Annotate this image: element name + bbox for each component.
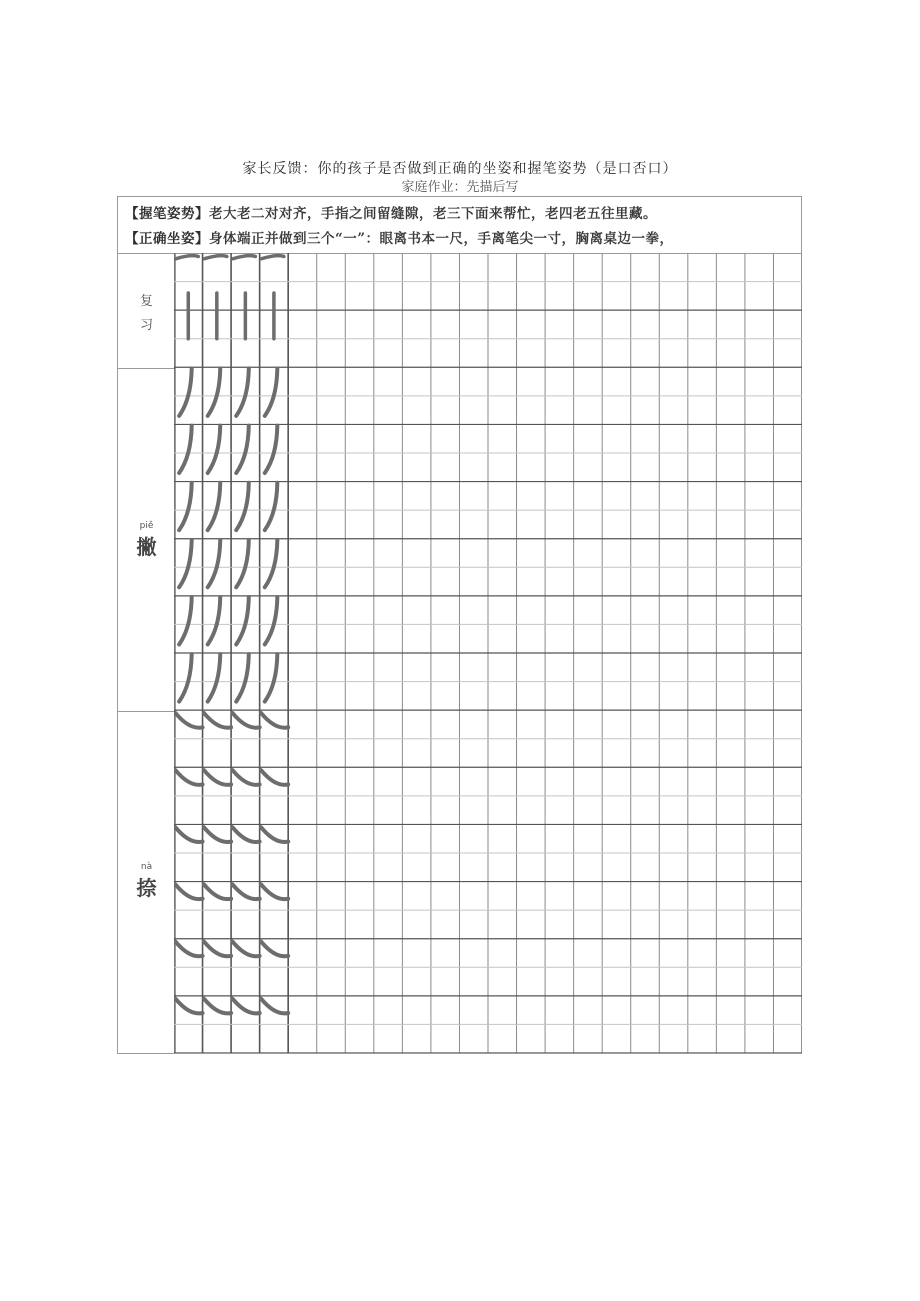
pie-label-cell [118, 369, 176, 712]
pie-stroke [265, 654, 278, 701]
review-label-char-1: 复 [139, 294, 153, 309]
posture-tip-tag: 【正确坐姿】 [125, 231, 209, 247]
na-pinyin: nà [140, 862, 153, 872]
heng-stroke [262, 256, 284, 259]
pie-stroke [236, 597, 249, 644]
parent-feedback-line: 家长反馈：你的孩子是否做到正确的坐姿和握笔姿势（是口否口） [242, 161, 678, 177]
na-stroke [261, 770, 288, 785]
na-stroke [261, 713, 288, 728]
na-stroke [233, 713, 260, 728]
pie-stroke [265, 597, 278, 644]
na-stroke [204, 713, 231, 728]
pie-pinyin: piě [139, 521, 154, 531]
pie-stroke [236, 426, 249, 473]
heng-stroke [205, 256, 227, 259]
posture-tip-text: 身体端正并做到三个“一”：眼离书本一尺，手离笔尖一寸，胸离桌边一拳， [209, 231, 674, 247]
pie-stroke [265, 483, 278, 530]
heng-stroke [176, 256, 198, 259]
pie-stroke [208, 654, 221, 701]
na-stroke [233, 884, 260, 899]
na-stroke [261, 942, 288, 957]
na-stroke [261, 827, 288, 842]
review-label-char-2: 习 [139, 318, 153, 333]
heng-stroke [233, 256, 255, 259]
pie-stroke [265, 540, 278, 587]
pie-stroke [179, 426, 192, 473]
na-stroke [204, 884, 231, 899]
pie-stroke [236, 654, 249, 701]
pie-stroke [179, 368, 192, 415]
pie-stroke [208, 597, 221, 644]
homework-title: 家庭作业：先描后写 [401, 180, 519, 195]
pie-stroke [265, 426, 278, 473]
na-stroke [204, 770, 231, 785]
na-stroke [233, 942, 260, 957]
posture-tip [125, 227, 674, 247]
grip-tip-text: 老大老二对对齐，手指之间留缝隙，老三下面来帮忙，老四老五往里藏。 [209, 206, 657, 222]
na-stroke [175, 770, 202, 785]
na-stroke [233, 770, 260, 785]
pie-stroke [208, 426, 221, 473]
pie-stroke [236, 368, 249, 415]
na-stroke [175, 999, 202, 1014]
pie-stroke [208, 540, 221, 587]
pie-stroke [236, 483, 249, 530]
pie-character: 撇 [136, 535, 157, 559]
grip-tip [125, 202, 657, 222]
pie-stroke [236, 540, 249, 587]
na-stroke [204, 942, 231, 957]
pie-stroke [265, 368, 278, 415]
pie-stroke [179, 597, 192, 644]
na-stroke [261, 884, 288, 899]
na-stroke [204, 999, 231, 1014]
pie-stroke [208, 483, 221, 530]
na-label-cell [118, 712, 176, 1054]
na-stroke [175, 884, 202, 899]
na-character: 捺 [136, 876, 157, 900]
na-stroke [233, 827, 260, 842]
na-stroke [261, 999, 288, 1014]
pie-stroke [179, 654, 192, 701]
na-stroke [175, 942, 202, 957]
na-stroke [204, 827, 231, 842]
na-stroke [175, 827, 202, 842]
pie-stroke [179, 483, 192, 530]
grip-tip-tag: 【握笔姿势】 [125, 206, 209, 222]
na-stroke [233, 999, 260, 1014]
review-label-cell [118, 254, 176, 369]
pie-stroke [179, 540, 192, 587]
pie-stroke [208, 368, 221, 415]
writing-grid [174, 253, 802, 1053]
na-stroke [175, 713, 202, 728]
